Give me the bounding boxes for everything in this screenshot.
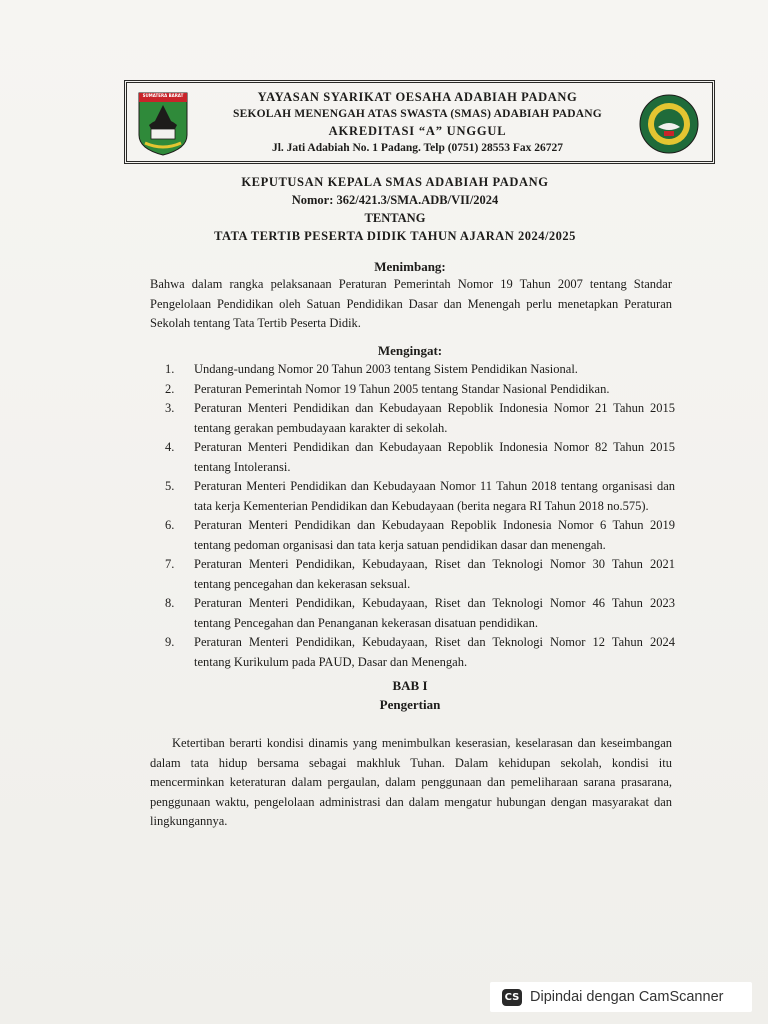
decree-subject: TATA TERTIB PESERTA DIDIK TAHUN AJARAN 2024/2025 [214,229,576,243]
foundation-name: YAYASAN SYARIKAT OESAHA ADABIAH PADANG [257,90,578,104]
chapter-subheading: Pengertian [379,697,441,712]
list-item: 9. Peraturan Menteri Pendidikan, Kebudayaan, Riset dan Teknologi Nomor 12 Tahun 2024 tentang Kurikulum pada PAUD, Dasar dan Menengah. [165,635,675,669]
accreditation: AKREDITASI “A” UNGGUL [328,124,507,138]
letterhead [124,80,715,164]
list-item: 1. Undang-undang Nomor 20 Tahun 2003 tentang Sistem Pendidikan Nasional. [165,362,578,376]
province-emblem-icon [137,91,189,157]
camscanner-watermark [490,982,752,1012]
chapter-text: Ketertiban berarti kondisi dinamis yang menimbulkan keserasian, keselarasan dan keseimbangan dalam tata hidup bersama sebagai makhluk Tuhan. Dalam kehidupan sekolah, kondisi itu mencerminkan keteraturan dalam pergaulan, dalam penggunaan dan pemeliharaan sarana prasarana, penggunaan waktu, pengelolaan administrasi dan dalam mengatur hubungan dengan masyarakat dan lingkungannya. [150,736,672,828]
camscanner-icon: CS [502,989,522,1006]
menimbang-heading: Menimbang: [374,259,446,274]
list-item: 3. Peraturan Menteri Pendidikan dan Kebudayaan Repoblik Indonesia Nomor 21 Tahun 2015 tentang gerakan pembudayaan karakter di sekolah. [165,401,675,435]
list-item: 2. Peraturan Pemerintah Nomor 19 Tahun 2005 tentang Standar Nasional Pendidikan. [165,381,610,396]
letterhead-text [205,89,630,157]
camscanner-text: Dipindai dengan CamScanner [530,989,724,1005]
menimbang-text: Bahwa dalam rangka pelaksanaan Peraturan Pemerintah Nomor 19 Tahun 2007 tentang Standar Pengelolaan Pendidikan oleh Satuan Pendidikan Dasar dan Menengah perlu menetapkan Peraturan Sekolah tentang Tata Tertib Peserta Didik. [150,277,672,330]
list-item: 4. Peraturan Menteri Pendidikan dan Kebudayaan Repoblik Indonesia Nomor 82 Tahun 2015 tentang Intoleransi. [165,440,675,474]
school-seal-icon [638,93,700,155]
list-item: 5. Peraturan Menteri Pendidikan dan Kebudayaan Nomor 11 Tahun 2018 tentang organisasi dan tata kerja Kementerian Pendidikan dan Kebudayaan (berita negara RI Tahun 2018 no.575). [165,479,675,513]
left-logo-label: SUMATERA BARAT [142,93,184,98]
school-address: Jl. Jati Adabiah No. 1 Padang. Telp (0751) 28553 Fax 26727 [271,142,564,154]
list-item: 7. Peraturan Menteri Pendidikan, Kebudayaan, Riset dan Teknologi Nomor 30 Tahun 2021 tentang pencegahan dan kekerasan seksual. [165,557,675,591]
list-item: 8. Peraturan Menteri Pendidikan, Kebudayaan, Riset dan Teknologi Nomor 46 Tahun 2023 tentang Pencegahan dan Penanganan kekerasan disatuan pendidikan. [165,596,675,630]
decree-about: TENTANG [364,211,426,225]
list-item: 6. Peraturan Menteri Pendidikan dan Kebudayaan Repoblik Indonesia Nomor 6 Tahun 2019 tentang pedoman organisasi dan tata kerja satuan pendidikan dasar dan menengah. [165,518,675,552]
school-name: SEKOLAH MENENGAH ATAS SWASTA (SMAS) ADABIAH PADANG [233,108,602,120]
decree-number: Nomor: 362/421.3/SMA.ADB/VII/2024 [291,193,499,207]
decree-title [150,173,640,245]
chapter-heading: BAB I [392,678,428,693]
mengingat-heading: Mengingat: [377,343,443,358]
mengingat-list [165,360,675,672]
decree-heading: KEPUTUSAN KEPALA SMAS ADABIAH PADANG [241,175,549,189]
